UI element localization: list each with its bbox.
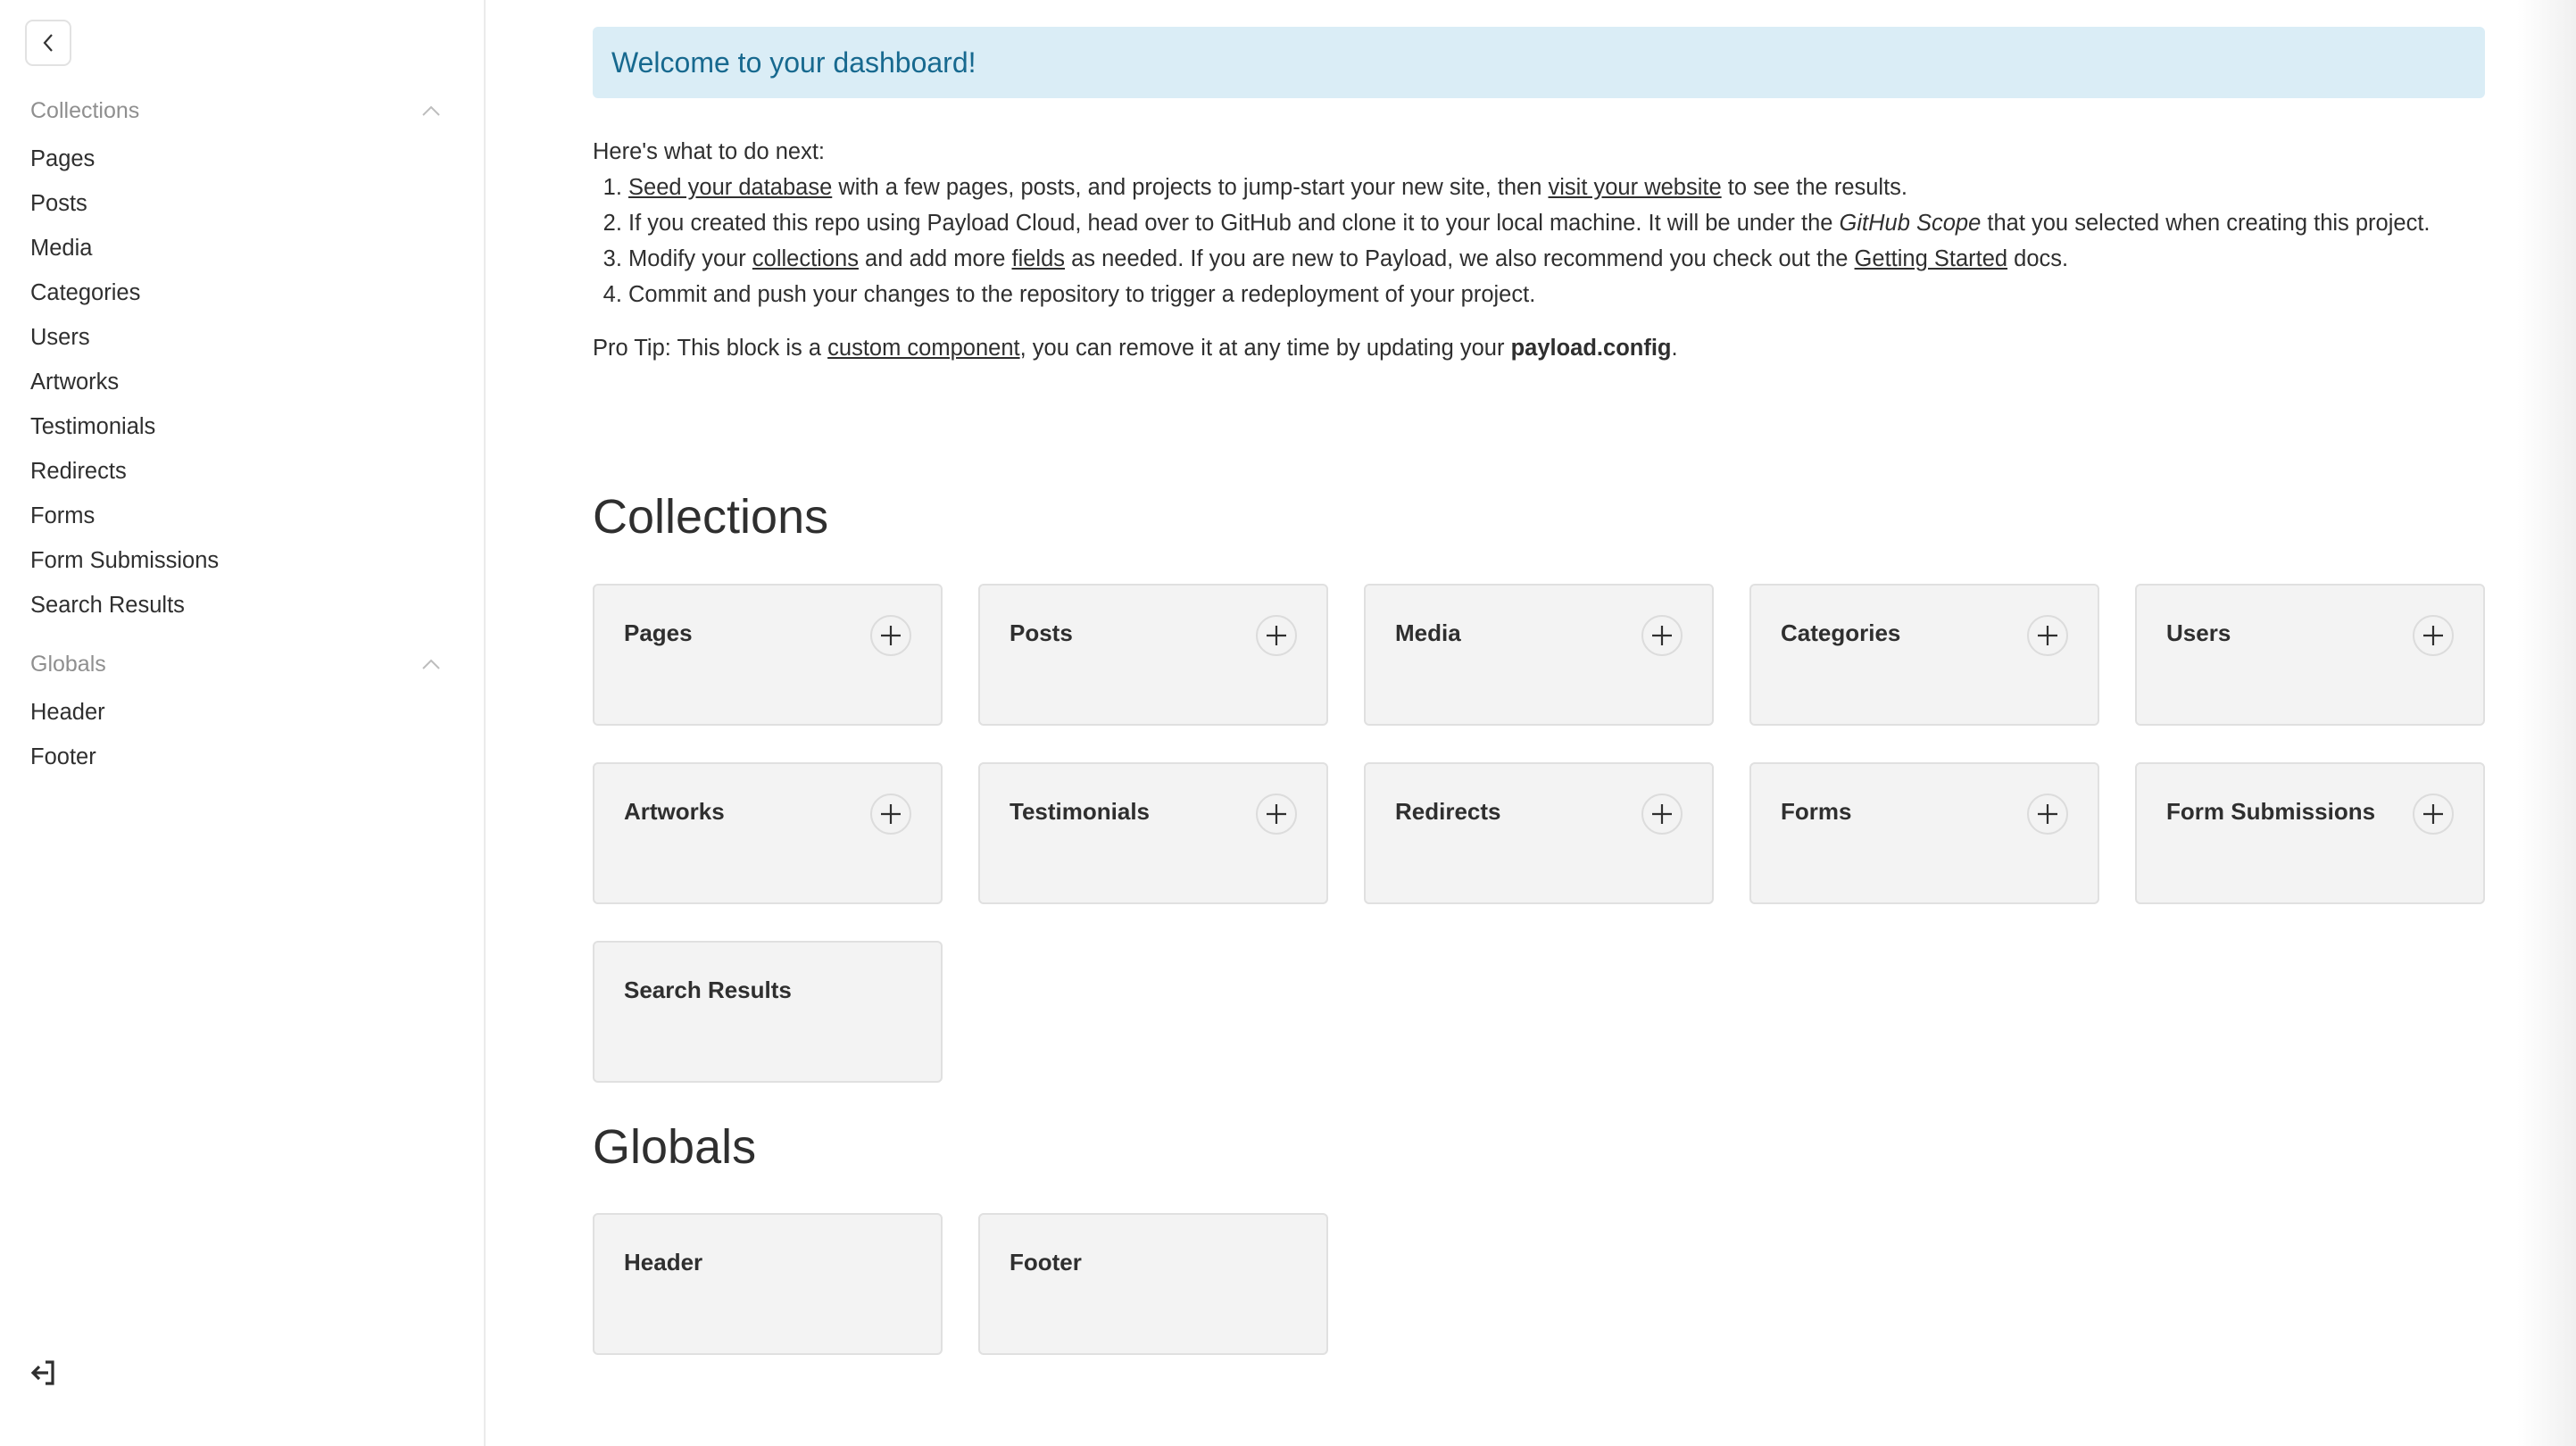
tip-text: . bbox=[1671, 336, 1678, 361]
pro-tip bbox=[593, 330, 2485, 366]
step-text: and add more bbox=[858, 246, 1012, 271]
step-text: Commit and push your changes to the repository to trigger a redeployment of your project. bbox=[628, 282, 1536, 307]
collections-link[interactable]: collections bbox=[752, 246, 859, 271]
collection-card-forms[interactable] bbox=[1749, 762, 2099, 904]
plus-icon bbox=[1266, 625, 1287, 646]
add-redirects-button[interactable] bbox=[1641, 794, 1683, 835]
plus-icon bbox=[1651, 803, 1673, 825]
payload-config-text: payload.config bbox=[1510, 336, 1672, 361]
step-item bbox=[628, 277, 2485, 312]
add-testimonials-button[interactable] bbox=[1256, 794, 1297, 835]
sidebar-item-forms[interactable]: Forms bbox=[30, 503, 96, 528]
collection-card-artworks[interactable] bbox=[593, 762, 943, 904]
sidebar-item-header[interactable]: Header bbox=[30, 700, 105, 725]
plus-icon bbox=[880, 625, 902, 646]
card-title: Media bbox=[1395, 619, 1461, 646]
card-title: Categories bbox=[1781, 619, 1901, 646]
add-users-button[interactable] bbox=[2413, 615, 2454, 656]
global-card-footer[interactable] bbox=[978, 1213, 1328, 1355]
step-text: If you created this repo using Payload Cloud, head over to GitHub and clone it to your local machine. It will be under the bbox=[628, 211, 1840, 236]
step-text: Modify your bbox=[628, 246, 752, 271]
card-title: Pages bbox=[624, 619, 693, 646]
card-title: Header bbox=[624, 1249, 703, 1276]
sidebar-item-search-results[interactable]: Search Results bbox=[30, 593, 185, 618]
sidebar-item-form-submissions[interactable]: Form Submissions bbox=[30, 548, 220, 573]
collection-card-search-results[interactable] bbox=[593, 941, 943, 1083]
add-form-submissions-button[interactable] bbox=[2413, 794, 2454, 835]
globals-heading: Globals bbox=[593, 1120, 757, 1174]
sidebar-item-users[interactable]: Users bbox=[30, 325, 90, 350]
nav-group-globals bbox=[30, 642, 441, 779]
step-text: as needed. If you are new to Payload, we also recommend you check out the bbox=[1065, 246, 1855, 271]
sidebar-item-posts[interactable]: Posts bbox=[30, 191, 87, 216]
card-title: Artworks bbox=[624, 798, 725, 825]
sidebar bbox=[0, 0, 486, 1446]
collection-card-users[interactable] bbox=[2135, 584, 2485, 726]
welcome-title: Welcome to your dashboard! bbox=[611, 46, 976, 79]
sidebar-item-redirects[interactable]: Redirects bbox=[30, 459, 127, 484]
sidebar-item-media[interactable]: Media bbox=[30, 236, 93, 261]
sidebar-item-artworks[interactable]: Artworks bbox=[30, 370, 120, 395]
collection-card-pages[interactable] bbox=[593, 584, 943, 726]
collection-card-form-submissions[interactable] bbox=[2135, 762, 2485, 904]
plus-icon bbox=[880, 803, 902, 825]
sidebar-item-categories[interactable]: Categories bbox=[30, 280, 141, 305]
card-title: Users bbox=[2166, 619, 2231, 646]
github-scope-text: GitHub Scope bbox=[1839, 211, 1982, 236]
collection-card-testimonials[interactable] bbox=[978, 762, 1328, 904]
steps-list bbox=[628, 170, 2485, 312]
sidebar-item-footer[interactable]: Footer bbox=[30, 744, 96, 769]
sidebar-item-testimonials[interactable]: Testimonials bbox=[30, 414, 156, 439]
fields-link[interactable]: fields bbox=[1011, 246, 1066, 271]
nav-group-label: Collections bbox=[30, 97, 140, 123]
collection-card-posts[interactable] bbox=[978, 584, 1328, 726]
plus-icon bbox=[1266, 803, 1287, 825]
plus-icon bbox=[2422, 803, 2444, 825]
add-posts-button[interactable] bbox=[1256, 615, 1297, 656]
chevron-up-icon bbox=[421, 104, 441, 117]
logout-icon bbox=[30, 1357, 59, 1389]
welcome-banner bbox=[593, 27, 2485, 98]
add-pages-button[interactable] bbox=[870, 615, 911, 656]
card-title: Forms bbox=[1781, 798, 1852, 825]
tip-text: Pro Tip: This block is a bbox=[593, 336, 828, 361]
nav-group-collections bbox=[30, 88, 441, 627]
sidebar-item-pages[interactable]: Pages bbox=[30, 146, 96, 171]
step-item bbox=[628, 170, 2485, 205]
step-text: that you selected when creating this project. bbox=[1981, 211, 2431, 236]
collapse-sidebar-button[interactable] bbox=[25, 20, 71, 66]
collection-card-categories[interactable] bbox=[1749, 584, 2099, 726]
collection-card-media[interactable] bbox=[1364, 584, 1714, 726]
step-item bbox=[628, 205, 2485, 241]
logout-button[interactable] bbox=[30, 1357, 59, 1389]
nav-group-toggle-collections[interactable] bbox=[30, 88, 441, 133]
plus-icon bbox=[2422, 625, 2444, 646]
global-card-header[interactable] bbox=[593, 1213, 943, 1355]
seed-database-link[interactable]: Seed your database bbox=[628, 175, 833, 200]
step-text: docs. bbox=[2007, 246, 2069, 271]
step-item bbox=[628, 241, 2485, 277]
collection-card-redirects[interactable] bbox=[1364, 762, 1714, 904]
chevron-up-icon bbox=[421, 658, 441, 670]
card-title: Redirects bbox=[1395, 798, 1501, 825]
intro-lead: Here's what to do next: bbox=[593, 139, 826, 164]
add-media-button[interactable] bbox=[1641, 615, 1683, 656]
visit-website-link[interactable]: visit your website bbox=[1548, 175, 1722, 200]
collections-heading: Collections bbox=[593, 490, 829, 544]
add-artworks-button[interactable] bbox=[870, 794, 911, 835]
getting-started-link[interactable]: Getting Started bbox=[1854, 246, 2008, 271]
card-title: Form Submissions bbox=[2166, 798, 2376, 825]
scrollbar-track[interactable] bbox=[2517, 0, 2576, 1446]
plus-icon bbox=[2037, 625, 2058, 646]
card-title: Footer bbox=[1010, 1249, 1082, 1276]
step-text: to see the results. bbox=[1721, 175, 1908, 200]
plus-icon bbox=[1651, 625, 1673, 646]
tip-text: , you can remove it at any time by updating your bbox=[1019, 336, 1511, 361]
add-forms-button[interactable] bbox=[2027, 794, 2068, 835]
card-title: Search Results bbox=[624, 976, 792, 1003]
custom-component-link[interactable]: custom component bbox=[827, 336, 1020, 361]
card-title: Posts bbox=[1010, 619, 1073, 646]
step-text: with a few pages, posts, and projects to jump-start your new site, then bbox=[832, 175, 1549, 200]
nav-group-label: Globals bbox=[30, 651, 106, 677]
plus-icon bbox=[2037, 803, 2058, 825]
add-categories-button[interactable] bbox=[2027, 615, 2068, 656]
nav-group-toggle-globals[interactable] bbox=[30, 642, 441, 686]
chevron-left-icon bbox=[40, 32, 56, 54]
card-title: Testimonials bbox=[1010, 798, 1151, 825]
intro-block bbox=[593, 134, 2485, 366]
